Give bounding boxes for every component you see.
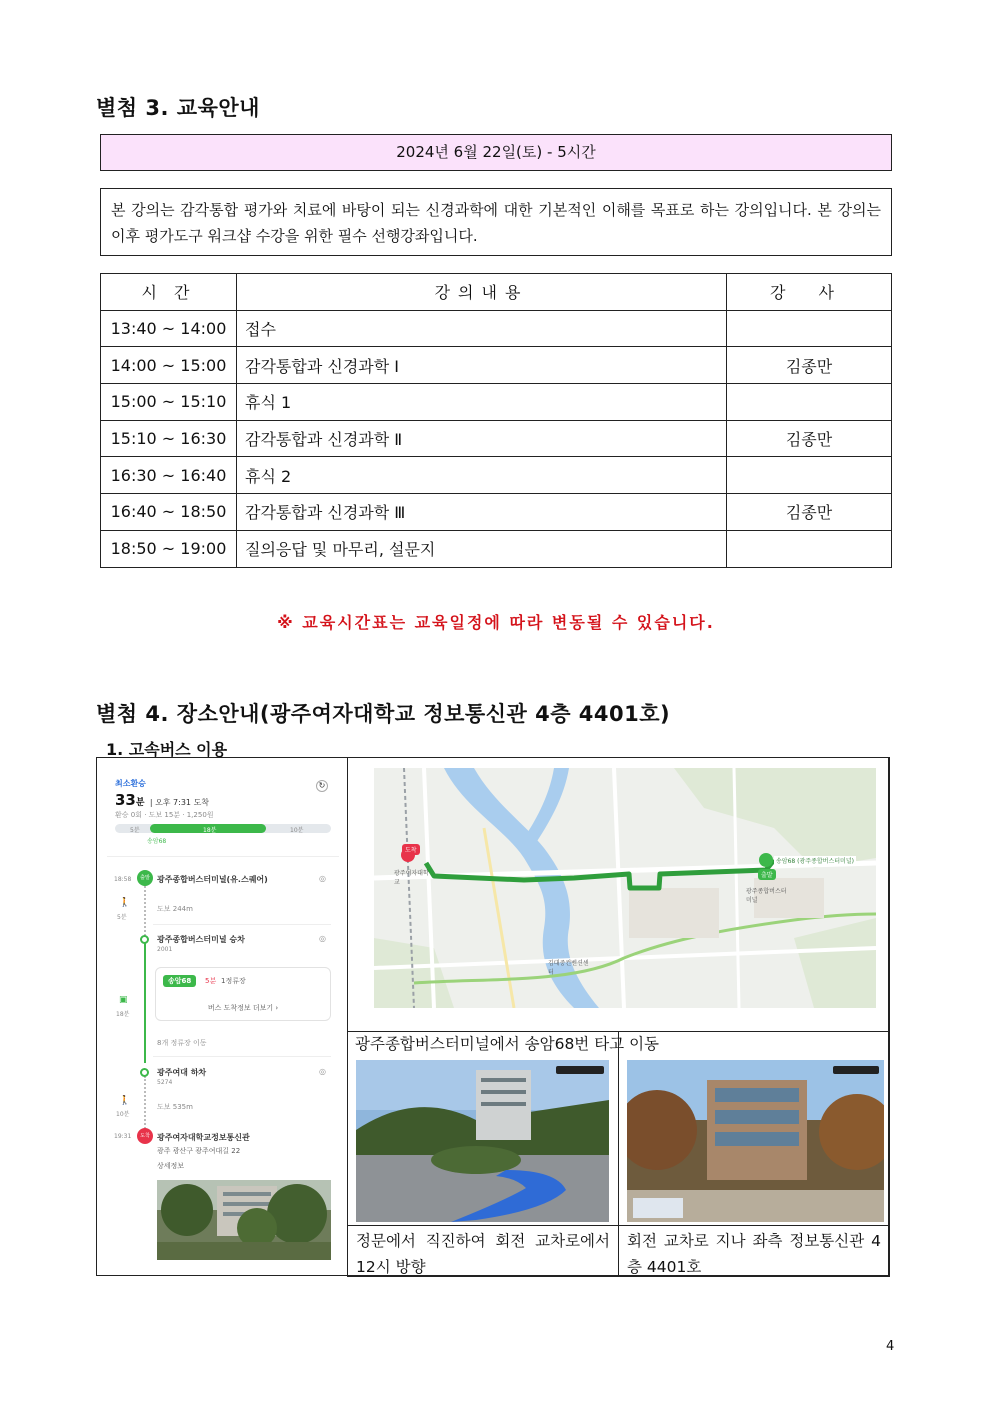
row-instructor: [727, 384, 892, 421]
bus-more-link[interactable]: 버스 도착정보 더보기 ›: [207, 1004, 279, 1012]
table-row: [101, 494, 892, 531]
row-time: 15:10 ~ 16:30: [101, 420, 237, 457]
walk1-dist: 도보 244m: [157, 905, 193, 913]
directions-grid: [96, 757, 889, 1276]
header-instructor: 강 사: [727, 274, 892, 311]
location-icon[interactable]: ◎: [319, 934, 326, 943]
walk2-dist: 도보 535m: [157, 1103, 193, 1111]
row-time: 14:00 ~ 15:00: [101, 347, 237, 384]
walk2-min: 10분: [116, 1111, 130, 1118]
building-photo: [627, 1060, 884, 1222]
photo2-cell: [618, 1031, 890, 1277]
start-place[interactable]: 광주종합버스터미널(유.스퀘어): [157, 875, 268, 884]
bus-number-badge[interactable]: 송암68: [163, 975, 196, 987]
end-address: 광주 광산구 광주여대길 22: [157, 1147, 241, 1155]
route-map[interactable]: [374, 768, 876, 1008]
page-number: 4: [886, 1339, 895, 1354]
table-row: [101, 310, 892, 347]
row-instructor: 김종만: [727, 420, 892, 457]
bus-min: 18분: [116, 1011, 130, 1018]
row-instructor: [727, 530, 892, 567]
row-instructor: 김종만: [727, 494, 892, 531]
end-detail-link[interactable]: 상세정보: [157, 1162, 185, 1170]
bus-stops-away: 1정류장: [221, 977, 246, 985]
bar-walk1: 5분: [130, 827, 140, 834]
map-origin-badge: 출발: [758, 869, 776, 880]
map-univ-label: 광주여자대학교: [394, 870, 429, 886]
duration-unit: 분: [135, 798, 145, 808]
row-instructor: 김종만: [727, 347, 892, 384]
stops-moved[interactable]: 8개 정류장 이동: [157, 1039, 207, 1047]
table-row: [101, 457, 892, 494]
table-row: [101, 530, 892, 567]
section3-title: 별첨 3. 교육안내: [96, 96, 260, 120]
bus-icon: ▣: [119, 995, 128, 1005]
row-time: 18:50 ~ 19:00: [101, 530, 237, 567]
start-pin-icon: 출발: [137, 870, 153, 886]
arrival-time: 오후 7:31 도착: [155, 798, 210, 807]
row-content: 감각통합과 신경과학 Ⅲ: [237, 494, 727, 531]
location-icon[interactable]: ◎: [319, 874, 326, 883]
board-stop[interactable]: 광주종합버스터미널 승차: [157, 935, 245, 944]
table-row: [101, 347, 892, 384]
bar-walk2: 10분: [290, 827, 304, 834]
map-dest-badge: 도착: [402, 844, 420, 855]
header-content: 강의내용: [237, 274, 727, 311]
row-instructor: [727, 310, 892, 347]
header-time: 시 간: [101, 274, 237, 311]
row-content: 휴식 2: [237, 457, 727, 494]
map-terminal-label: 광주종합버스터미널: [746, 888, 787, 904]
start-time: 18:58: [114, 876, 132, 883]
end-pin-icon: 도착: [137, 1128, 153, 1144]
alight-stop[interactable]: 광주여대 하차: [157, 1068, 207, 1077]
route-summary: 환승 0회 · 도보 15분 · 1,250원: [115, 811, 214, 819]
board-stop-id: 2001: [157, 946, 173, 953]
row-content: 접수: [237, 310, 727, 347]
bar-bus: 18분: [203, 827, 217, 834]
duration-number: 33: [115, 791, 136, 809]
row-content: 휴식 1: [237, 384, 727, 421]
row-instructor: [727, 457, 892, 494]
walk1-min: 5분: [117, 914, 127, 921]
map-bus-route-label: 송암68 (광주종합버스터미널): [776, 858, 854, 865]
table-row: [101, 384, 892, 421]
bus-subtitle: 1. 고속버스 이용: [106, 740, 228, 759]
row-time: 16:40 ~ 18:50: [101, 494, 237, 531]
map-kdj-label: 김대중컨벤션센터: [548, 960, 589, 976]
end-place[interactable]: 광주여자대학교정보통신관: [157, 1133, 250, 1142]
roundabout-photo: [356, 1060, 609, 1222]
walk-icon: 🚶: [119, 1096, 131, 1106]
location-icon[interactable]: ◎: [319, 1067, 326, 1076]
photo1-cell: [347, 1031, 619, 1277]
row-content: 감각통합과 신경과학 Ⅰ: [237, 347, 727, 384]
row-time: 13:40 ~ 14:00: [101, 310, 237, 347]
photo2-caption: 회전 교차로 지나 좌측 정보통신관 4층 4401호: [619, 1225, 889, 1277]
schedule-notice: ※ 교육시간표는 교육일정에 따라 변동될 수 있습니다.: [277, 613, 715, 632]
bar-bus-name: 송암68: [147, 838, 167, 845]
bus-eta: 5분: [205, 977, 217, 985]
row-time: 15:00 ~ 15:10: [101, 384, 237, 421]
alight-stop-id: 5274: [157, 1079, 173, 1086]
route-map-cell: [347, 757, 890, 1053]
table-row: [101, 420, 892, 457]
refresh-icon[interactable]: ↻: [316, 780, 328, 792]
photo1-caption: 정문에서 직진하여 회전 교차로에서 12시 방향: [348, 1225, 618, 1277]
end-time: 19:31: [114, 1133, 132, 1140]
course-intro: 본 강의는 감각통합 평가와 치료에 바탕이 되는 신경과학에 대한 기본적인 이해를 목표로 하는 강의입니다. 본 강의는 이후 평가도구 워크샵 수강을 위한 필수 선행강좌입니다.: [100, 188, 892, 256]
schedule-table: [100, 273, 892, 568]
course-date-banner: 2024년 6월 22일(토) - 5시간: [100, 134, 892, 171]
row-time: 16:30 ~ 16:40: [101, 457, 237, 494]
row-content: 질의응답 및 마무리, 설문지: [237, 530, 727, 567]
route-option-label: 최소환승: [115, 779, 146, 788]
building-thumbnail: [157, 1180, 331, 1260]
row-content: 감각통합과 신경과학 Ⅱ: [237, 420, 727, 457]
route-app-panel: 최소환승 ↻ 33분 | 오후 7:31 도착 환승 0회 · 도보 15분 · 1,250원 5분 18분 10분 송암68 18:58 출발 광주종합버스터미널(유.스퀘어) ◎ 🚶 5분 도보 244m 광주종합버스터미널 승차 ◎ 2001 송암68 5분 1정류장 버스 도착정보 더보기 › ▣ 18분 8개 정류장 이동 광주여대 하차 ◎ 5274 🚶 10분 도보 535m 19:31 도착 광주여자대학교정보통신관 광주 광산구 광주여대길 22 상세정보: [96, 757, 348, 1276]
map-caption: 광주종합버스터미널에서 송암68번 타고 이동: [347, 1031, 890, 1055]
walk-icon: 🚶: [119, 898, 131, 908]
section4-title: 별첨 4. 장소안내(광주여자대학교 정보통신관 4층 4401호): [96, 702, 671, 726]
